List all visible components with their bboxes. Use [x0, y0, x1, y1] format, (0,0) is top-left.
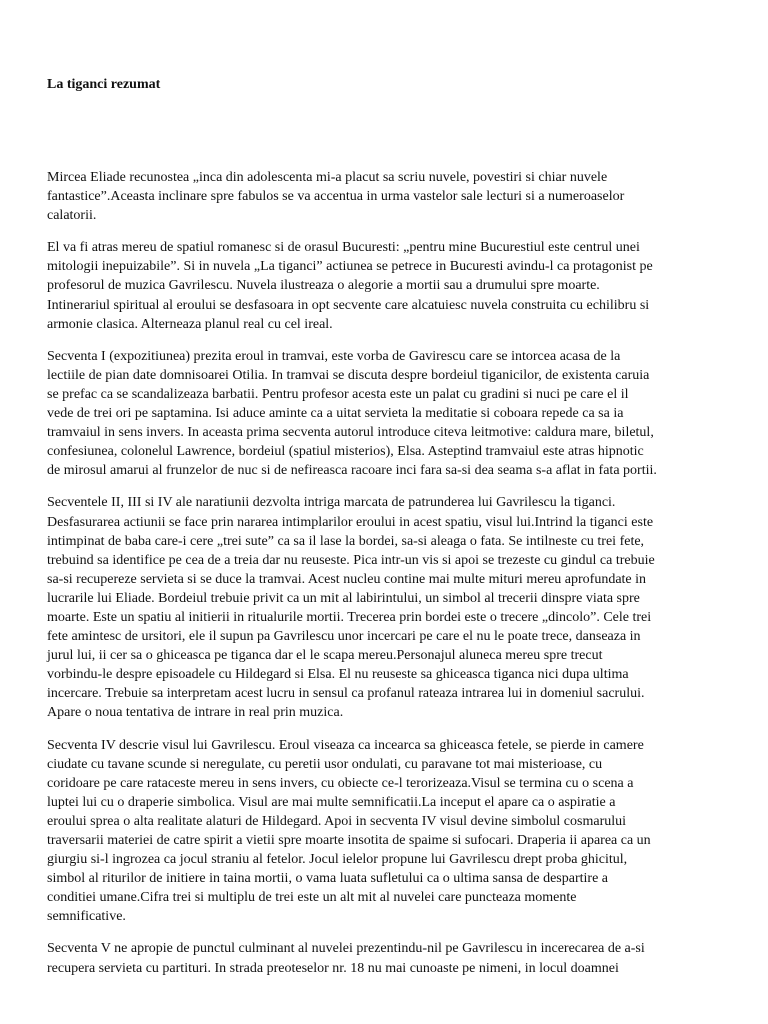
paragraph-bucuresti: El va fi atras mereu de spatiul romanesc si de orasul Bucuresti: „pentru mine Bucurestiul este centrul unei mitologii inepuizabile”. Si in nuvela „La tiganci” actiunea se petrece in Bucuresti avindu-l ca protagonist pe profesorul de muzica Gavrilescu. Nuvela ilustreaza o alegorie a mortii sau a drumului spre moarte. Intinerariul spiritual al eroului se desfasoara in opt secvente care alcatuiesc nuvela construita cu echilibru si armonie clasica. Alterneaza planul real cu cel ireal.: [47, 240, 653, 332]
document-body: [47, 168, 722, 991]
paragraph-secventa-5: Secventa V ne apropie de punctul culminant al nuvelei prezentindu-nil pe Gavrilescu in incerecarea de a-si recupera servieta cu partituri. In strada preoteselor nr. 18 nu mai cunoaste pe nimeni, in locul doamnei: [47, 941, 645, 976]
paragraph-secventele-2-4: Secventele II, III si IV ale naratiunii dezvolta intriga marcata de patrunderea lui Gavrilescu la tiganci. Desfasurarea actiunii se face prin nararea intimplarilor eroului in acest spatiu, visul lui.Intrind la tiganci este intimpinat de baba care-i cere „trei sute” ca sa il lase la bordei, sa-si aleaga o fata. Se intilneste cu trei fete, trebuind sa identifice pe cea de a treia dar nu reuseste. Pica intr-un vis si apoi se trezeste cu gindul ca trebuie sa-si recupereze servieta si se duce la tramvai. Acest nucleu contine mai multe mituri mereu aprofundate in lucrarile lui Eliade. Bordeiul trebuie privit ca un mit al labirintului, un simbol al trecerii dinspre viata spre moarte. Este un spatiu al initierii in ritualurile mortii. Trecerea prin bordei este o trecere „dincolo”. Cele trei fete amintesc de ursitori, ele il supun pa Gavrilescu unor incercari pe care el nu le poate trece, danseaza in jurul lui, ii cer sa o ghiceasca pe tiganca dar el le scapa mereu.Personajul aluneca mereu spre trecut vorbindu-le despre episoadele cu Hildegard si Elsa. El nu reuseste sa ghiceasca tiganca nici dupa ultima incercare. Trebuie sa interpretam acest lucru in sensul ca profanul rateaza intrarea lui in domeniul sacrului. Apare o noua tentativa de intrare in real prin muzica.: [47, 495, 655, 721]
document-title: La tiganci rezumat: [47, 77, 161, 92]
paragraph-secventa-1: Secventa I (expozitiunea) prezita eroul in tramvai, este vorba de Gavirescu care se intorcea acasa de la lectiile de pian date domnisoarei Otilia. In tramvai se discuta despre bordeiul tiganicilor, de existenta caruia se prefac ca se scandalizeaza barbatii. Pentru profesor acesta este un palat cu gradini si nuci pe care el il vede de trei ori pe saptamina. Isi aduce aminte ca a uitat servieta la meditatie si coboara repede ca sa ia tramvaiul in sens invers. In aceasta prima secventa autorul introduce citeva leitmotive: caldura mare, biletul, confesiunea, colonelul Lawrence, bordeiul (spatiul misterios), Elsa. Asteptind tramvaiul este atras hipnotic de mirosul amarui al frunzelor de nuc si de nefireasca racoare inci fara sa-si dea seama s-a aflat in fata portii.: [47, 348, 657, 479]
paragraph-intro: Mircea Eliade recunostea „inca din adolescenta mi-a placut sa scriu nuvele, povestiri si chiar nuvele fantastice”.Aceasta inclinare spre fabulos se va accentua in urma vastelor sale lecturi si a numeroaselor calatorii.: [47, 170, 625, 224]
paragraph-secventa-4: Secventa IV descrie visul lui Gavrilescu. Eroul viseaza ca incearca sa ghiceasca fetele, se pierde in camere ciudate cu tavane scunde si neregulate, cu peretii usor ondulati, cu paravane tot mai misterioase, cu coridoare pe care rataceste mereu in sens invers, cu obiecte ce-l terorizeaza.Visul se termina cu o scena a luptei lui cu o draperie simbolica. Visul are mai multe semnificatii.La inceput el apare ca o aspiratie a eroului sprea o alta realitate alaturi de Hildegard. Apoi in secventa IV visul devine simbolul cosmarului traversarii materiei de catre spirit a vietii spre moarte insotita de spaime si sufocari. Draperia ii apareа ca un giurgiu si-l ingrozea ca jocul straniu al fetelor. Jocul ielelor propune lui Gavrilescu drept proba ghicitul, simbol al riturilor de initiere in taina mortii, o vama luata sufletului ca o ultima sansa de despartire a conditiei umane.Cifra trei si multiplu de trei este un alt mit al nuvelei care puncteaza momente semnificative.: [47, 737, 651, 925]
